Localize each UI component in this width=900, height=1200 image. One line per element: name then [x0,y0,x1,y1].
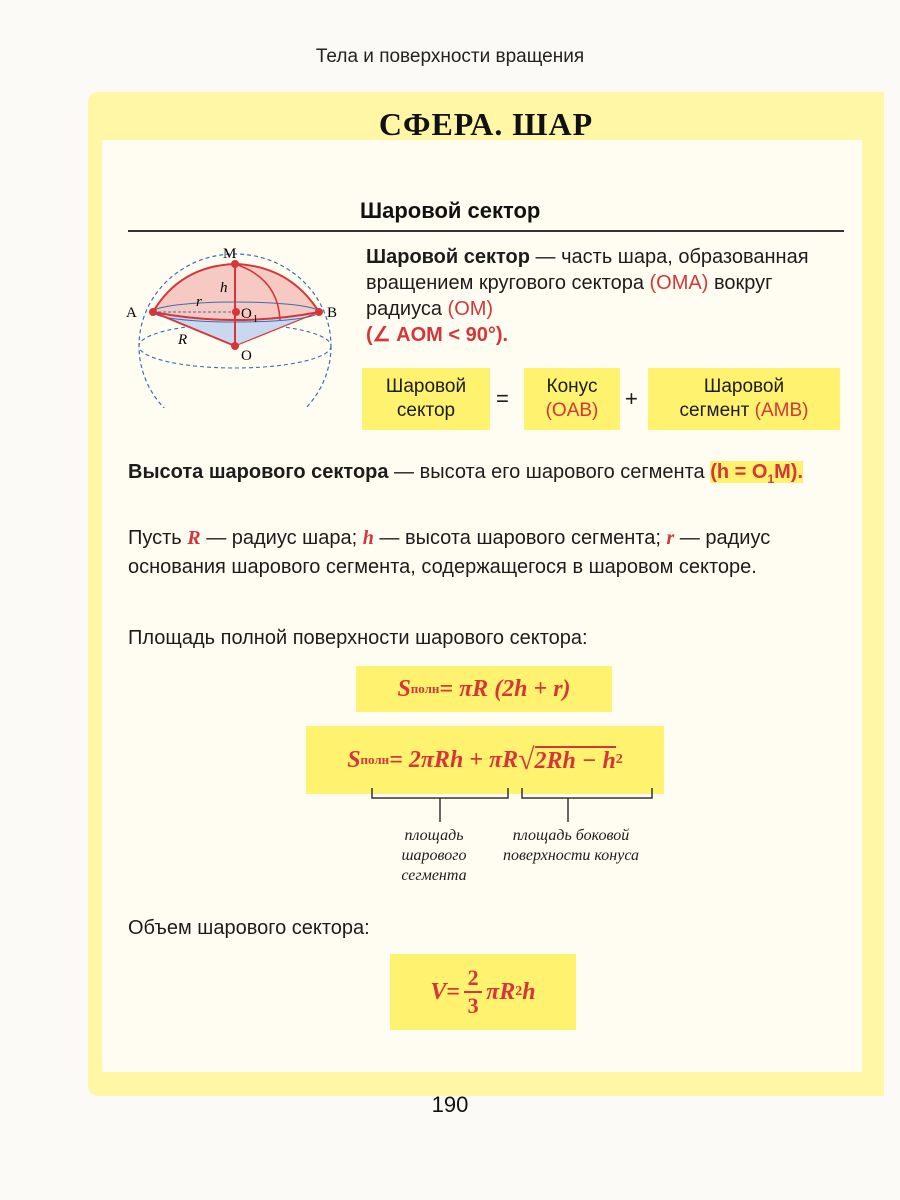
section-title: Шаровой сектор [360,198,541,223]
page-number: 190 [431,1092,469,1117]
symbol-r: r [666,527,675,549]
equation-plus: + [625,386,638,411]
definition-dash: — [529,246,562,268]
point-O [231,342,239,350]
area-formula-1: S полн = πR (2h + r) [356,666,612,712]
label-O1-sub: 1 [253,314,258,325]
equation-sector-line1: Шаровой [385,376,467,397]
point-B [315,308,323,316]
label-B: B [327,305,338,321]
area-formula-2: S полн = 2πRh + πR √ 2Rh − h 2 [306,726,664,794]
equation-segment-box [648,368,840,430]
area-intro: Площадь полной поверхности шарового сектора: [128,627,588,649]
label-O1: O [241,306,252,322]
symbol-h: h [362,527,374,549]
spherical-sector-diagram [120,238,352,408]
equation-cone-box [524,368,620,430]
height-text: — высота его шарового сегмента [388,461,711,483]
note-cone-lateral-area: площадь боковой поверхности конуса [502,827,640,864]
definition-radius: (OM) [447,298,494,320]
volume-formula: V = 2 3 πR 2 h [390,954,576,1030]
definition-text-1: часть шара, образованная вращением кругового сектора [366,246,809,294]
volume-intro: Объем шарового сектора: [128,917,370,939]
section-divider [128,230,844,232]
equation-equals: = [496,386,509,411]
definition-sector: (OMA) [649,272,709,294]
equation-segment-line1: Шаровой [703,376,785,397]
label-h: h [220,280,228,296]
running-title: Тела и поверхности вращения [315,46,585,67]
equation-segment-tag: (AMB) [754,400,809,421]
height-formula: $(h = O_1M)$. [710,461,804,486]
page-title: СФЕРА. ШАР [378,106,594,142]
equation-cone-line1: Конус [546,376,598,397]
formula-brackets [362,786,662,826]
equation-sector-line2: сектор [396,400,456,421]
equation-cone-line2: (OAB) [545,400,599,421]
note-segment-area: площадь шарового сегмента [401,827,467,884]
sector-definition [366,244,852,348]
definition-term: Шаровой сектор [366,246,530,268]
definition-text-2: вокруг радиуса [366,272,773,320]
equation-segment-line2: сегмент [679,400,750,421]
equation-sector-box [362,368,490,430]
label-R: R [178,332,188,348]
point-A [149,308,157,316]
fraction-denominator: 3 [467,993,479,1018]
symbol-R: R [187,527,201,549]
label-M: M [223,246,237,262]
fraction-numerator: 2 [467,965,479,990]
point-O1 [232,308,240,316]
definition-condition: (∠ AOM < 90°). [366,324,509,346]
label-r: r [196,294,202,310]
notation-paragraph: Пусть R — радиус шара; h — высота шарового сегмента; r — радиус основания шарового сегмента, содержащегося в шаровом секторе. [128,527,771,578]
height-definition [128,458,844,494]
height-term: Высота шарового сектора [128,461,389,483]
label-O: O [241,348,252,364]
label-A: A [126,305,137,321]
